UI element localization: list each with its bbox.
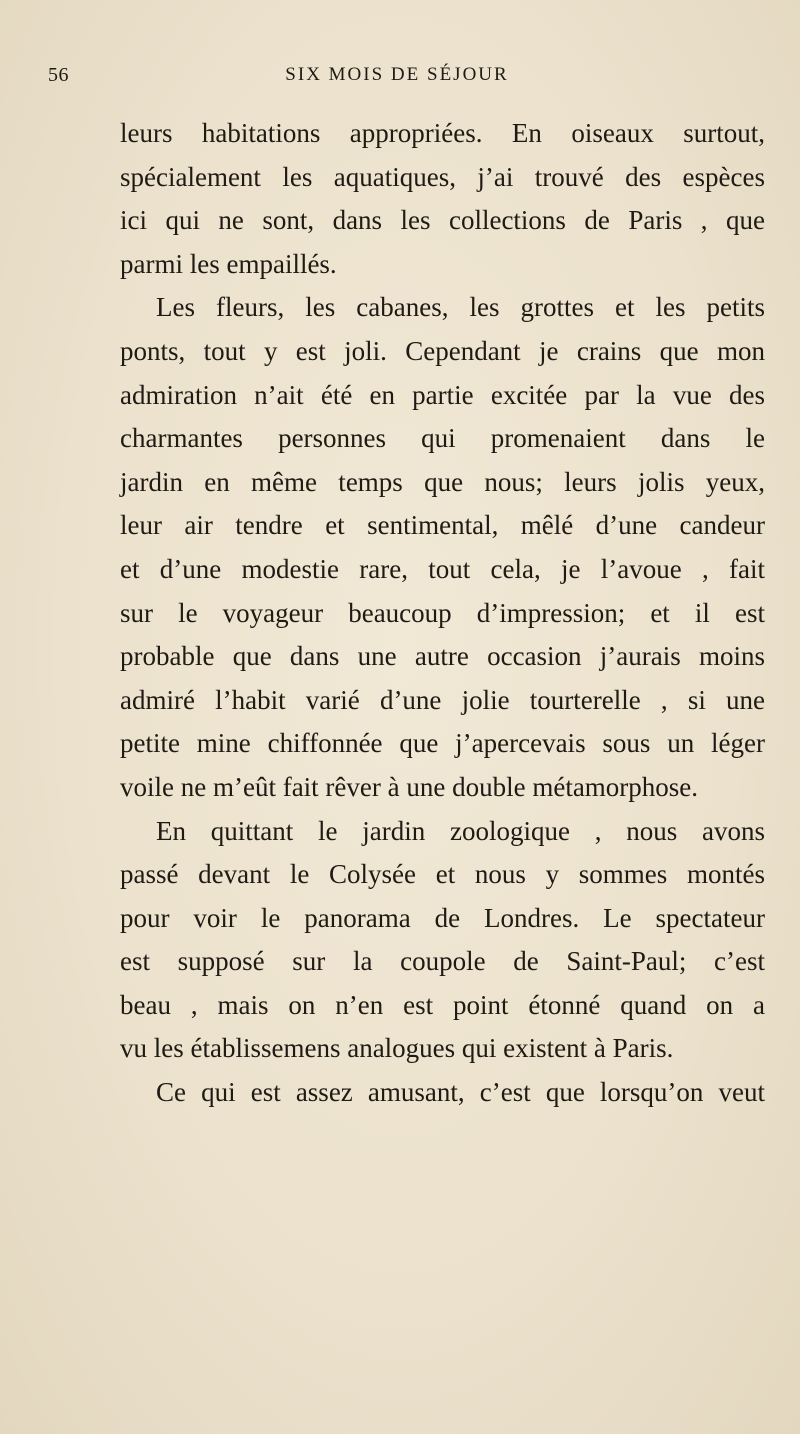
text-line: petite mine chiffonnée que j’apercevais sous un léger — [120, 728, 765, 759]
text-line: sur le voyageur beaucoup d’impression; et il est — [120, 597, 765, 628]
text-line: probable que dans une autre occasion j’aurais moins — [120, 641, 765, 672]
text-line: admiration n’ait été en partie excitée par la vue des — [120, 379, 765, 410]
text-line: passé devant le Colysée et nous y sommes montés — [120, 859, 765, 890]
text-line: spécialement les aquatiques, j’ai trouvé des espèces — [120, 161, 765, 192]
paragraph-first-line: En quittant le jardin zoologique , nous avons — [156, 815, 765, 846]
text-line: charmantes personnes qui promenaient dans le — [120, 423, 765, 454]
text-line: voile ne m’eût fait rêver à une double métamorphose. — [120, 771, 699, 802]
text-line: ponts, tout y est joli. Cependant je crains que mon — [120, 335, 765, 366]
page-number: 56 — [48, 64, 69, 86]
text-line: et d’une modestie rare, tout cela, je l’avoue , fait — [120, 553, 765, 584]
body-text — [120, 112, 765, 1115]
running-head: SIX MOIS DE SÉJOUR — [285, 64, 509, 85]
text-line: admiré l’habit varié d’une jolie tourterelle , si une — [120, 684, 765, 715]
text-line: est supposé sur la coupole de Saint-Paul; c’est — [120, 946, 765, 977]
text-line: beau , mais on n’en est point étonné quand on a — [120, 989, 765, 1020]
page-header — [0, 58, 800, 98]
paragraph-first-line: Les fleurs, les cabanes, les grottes et les petits — [156, 292, 765, 323]
text-line: pour voir le panorama de Londres. Le spectateur — [120, 902, 765, 933]
text-line: leur air tendre et sentimental, mêlé d’une candeur — [120, 510, 765, 541]
text-line: ici qui ne sont, dans les collections de Paris , que — [120, 205, 765, 236]
text-line: vu les établissemens analogues qui existent à Paris. — [120, 1033, 674, 1064]
paragraph-first-line: Ce qui est assez amusant, c’est que lorsqu’on veut — [156, 1077, 765, 1108]
text-line: jardin en même temps que nous; leurs jolis yeux, — [120, 466, 765, 497]
text-line: parmi les empaillés. — [120, 248, 337, 279]
text-line: leurs habitations appropriées. En oiseaux surtout, — [120, 118, 765, 148]
